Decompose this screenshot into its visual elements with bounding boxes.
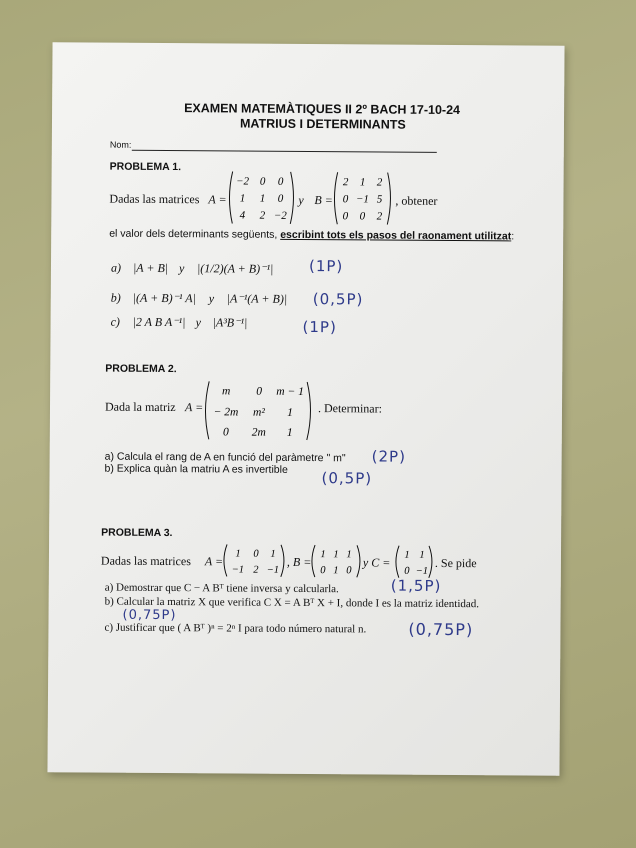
- matrix-b: [331, 170, 393, 226]
- matrix-cell: 0: [342, 193, 349, 206]
- matrix-cell: 2: [253, 564, 259, 576]
- p2-item-a: a) Calcula el rang de A en funció del paràmetre " m": [104, 450, 346, 465]
- p1-item-c-letter: c): [110, 314, 120, 329]
- p1-item-b-expr1: |(A + B)⁻¹ A|: [132, 290, 197, 306]
- problem1-heading: PROBLEMA 1.: [109, 160, 182, 174]
- p3-c-label: y C =: [362, 555, 391, 570]
- matrix-cell: 1: [346, 549, 352, 561]
- instruction-emphasis: escribint tots els pasos del raonament utilitzat: [280, 228, 512, 243]
- matrix-cell: m: [221, 385, 231, 398]
- matrix-cell: 1: [270, 548, 276, 560]
- p1-item-a-expr1: |A + B|: [132, 260, 169, 276]
- matrix-cell: m − 1: [276, 385, 304, 398]
- matrix-cell: 1: [287, 406, 293, 419]
- matrix-cell: 1: [239, 192, 246, 205]
- matrix-cell: 1: [320, 549, 326, 561]
- p3-item-b-points: (0,75P): [122, 607, 177, 624]
- matrix-cell: 1: [259, 192, 266, 205]
- obtain-text: , obtener: [395, 193, 438, 208]
- problem2-determine: . Determinar:: [317, 401, 383, 416]
- matrix-cell: 1: [333, 549, 339, 561]
- p3-a-label: A =: [204, 554, 224, 569]
- p2-item-b-points: (0,5P): [321, 469, 373, 488]
- p1-item-a-letter: a): [110, 260, 122, 275]
- matrix-cell: m²: [253, 406, 265, 419]
- name-label: Nom:: [109, 139, 132, 150]
- p1-item-a-points: (1P): [308, 257, 344, 276]
- matrix-cell: 2: [342, 176, 349, 189]
- matrix-cell: −2: [273, 209, 287, 222]
- matrix-cell: 0: [222, 426, 229, 439]
- problem3-intro: Dadas las matrices: [100, 553, 191, 569]
- p3-item-c: c) Justificar que ( A Bᵀ )ⁿ = 2ⁿ I para todo número natural n.: [104, 621, 367, 636]
- matrix-cell: 0: [404, 565, 410, 577]
- matrix-cell: −2: [236, 175, 250, 188]
- problem1-intro: Dadas las matrices: [109, 191, 200, 207]
- matrix-cell: 2: [259, 209, 266, 222]
- p1-item-c-points: (1P): [302, 317, 337, 337]
- p1-item-b-letter: b): [110, 290, 121, 305]
- p2-item-a-points: (2P): [371, 447, 407, 466]
- problem1-instruction: [109, 228, 514, 243]
- p3-matrix-b: [309, 543, 363, 579]
- matrix-cell: −1: [231, 564, 245, 576]
- p3-asks: . Se pide: [434, 555, 477, 571]
- matrix-cell: 0: [359, 210, 366, 223]
- matrix-cell: − 2m: [213, 406, 239, 419]
- problem2-matrix: [202, 379, 314, 442]
- matrix-cell: 0: [277, 175, 284, 188]
- p3-matrix-a: [221, 542, 287, 578]
- exam-subtitle: MATRIUS I DETERMINANTS: [239, 116, 406, 132]
- matrix-cell: −1: [266, 564, 280, 576]
- exam-title: EXAMEN MATEMÀTIQUES II 2º BACH 17-10-24: [184, 101, 461, 118]
- problem2-heading: PROBLEMA 2.: [105, 362, 177, 376]
- matrix-cell: 5: [376, 193, 383, 206]
- problem2-intro: Dada la matriz: [104, 399, 176, 415]
- matrix-cell: 0: [253, 548, 259, 560]
- matrix-cell: 2: [376, 210, 383, 223]
- p1-item-b-sep: y: [208, 291, 215, 306]
- matrix-cell: 1: [333, 565, 339, 577]
- p3-matrix-c: [393, 544, 435, 580]
- matrix-cell: 0: [259, 175, 266, 188]
- matrix-cell: 0: [346, 565, 352, 577]
- p1-item-c-expr2: |A³B⁻¹|: [212, 315, 248, 330]
- problem2-matrix-label: A =: [184, 400, 204, 415]
- problem3-heading: PROBLEMA 3.: [101, 526, 173, 540]
- name-line: [132, 150, 437, 153]
- matrix-b-label: B =: [314, 193, 333, 208]
- p3-b-label: , B =: [286, 554, 312, 570]
- matrix-cell: −1: [355, 193, 369, 206]
- p1-item-b-points: (0,5P): [312, 290, 364, 309]
- matrix-cell: 0: [342, 210, 349, 223]
- p2-item-b: b) Explica quàn la matriu A es invertible: [104, 462, 288, 476]
- matrix-cell: 1: [419, 549, 425, 561]
- matrix-a: [226, 169, 296, 225]
- p3-item-a-points: (1,5P): [390, 576, 442, 595]
- matrix-cell: 4: [239, 209, 246, 222]
- p1-item-b-expr2: |A⁻¹(A + B)|: [226, 291, 288, 306]
- p3-item-c-points: (0,75P): [408, 619, 474, 640]
- matrix-cell: 1: [404, 549, 410, 561]
- p1-item-a-sep: y: [178, 261, 185, 276]
- p3-item-a: a) Demostrar que C − A Bᵀ tiene inversa y calcularla.: [104, 581, 339, 596]
- matrix-cell: 2m: [251, 426, 266, 439]
- exam-sheet: [47, 42, 564, 776]
- matrix-cell: 1: [359, 176, 366, 189]
- instruction-start: el valor dels determinants següents,: [109, 227, 281, 241]
- matrix-cell: 2: [376, 176, 383, 189]
- matrix-cell: 1: [235, 548, 241, 560]
- matrix-cell: 0: [277, 192, 284, 205]
- matrix-a-label: A =: [208, 192, 227, 207]
- matrix-cell: 0: [256, 385, 263, 398]
- p1-item-c-expr1: |2 A B A⁻¹|: [132, 314, 186, 330]
- p3-item-b: b) Calcular la matriz X que verifica C X = A Bᵀ X + I, donde I es la matriz identidad.: [104, 595, 480, 611]
- p1-item-a-expr2: |(1/2)(A + B)⁻¹|: [196, 261, 274, 276]
- instruction-end: :: [511, 230, 515, 243]
- matrix-cell: 1: [286, 426, 293, 439]
- p1-item-c-sep: y: [195, 315, 201, 330]
- matrix-cell: 0: [320, 565, 326, 577]
- conj-y: y: [298, 192, 304, 207]
- matrix-cell: −1: [415, 565, 429, 577]
